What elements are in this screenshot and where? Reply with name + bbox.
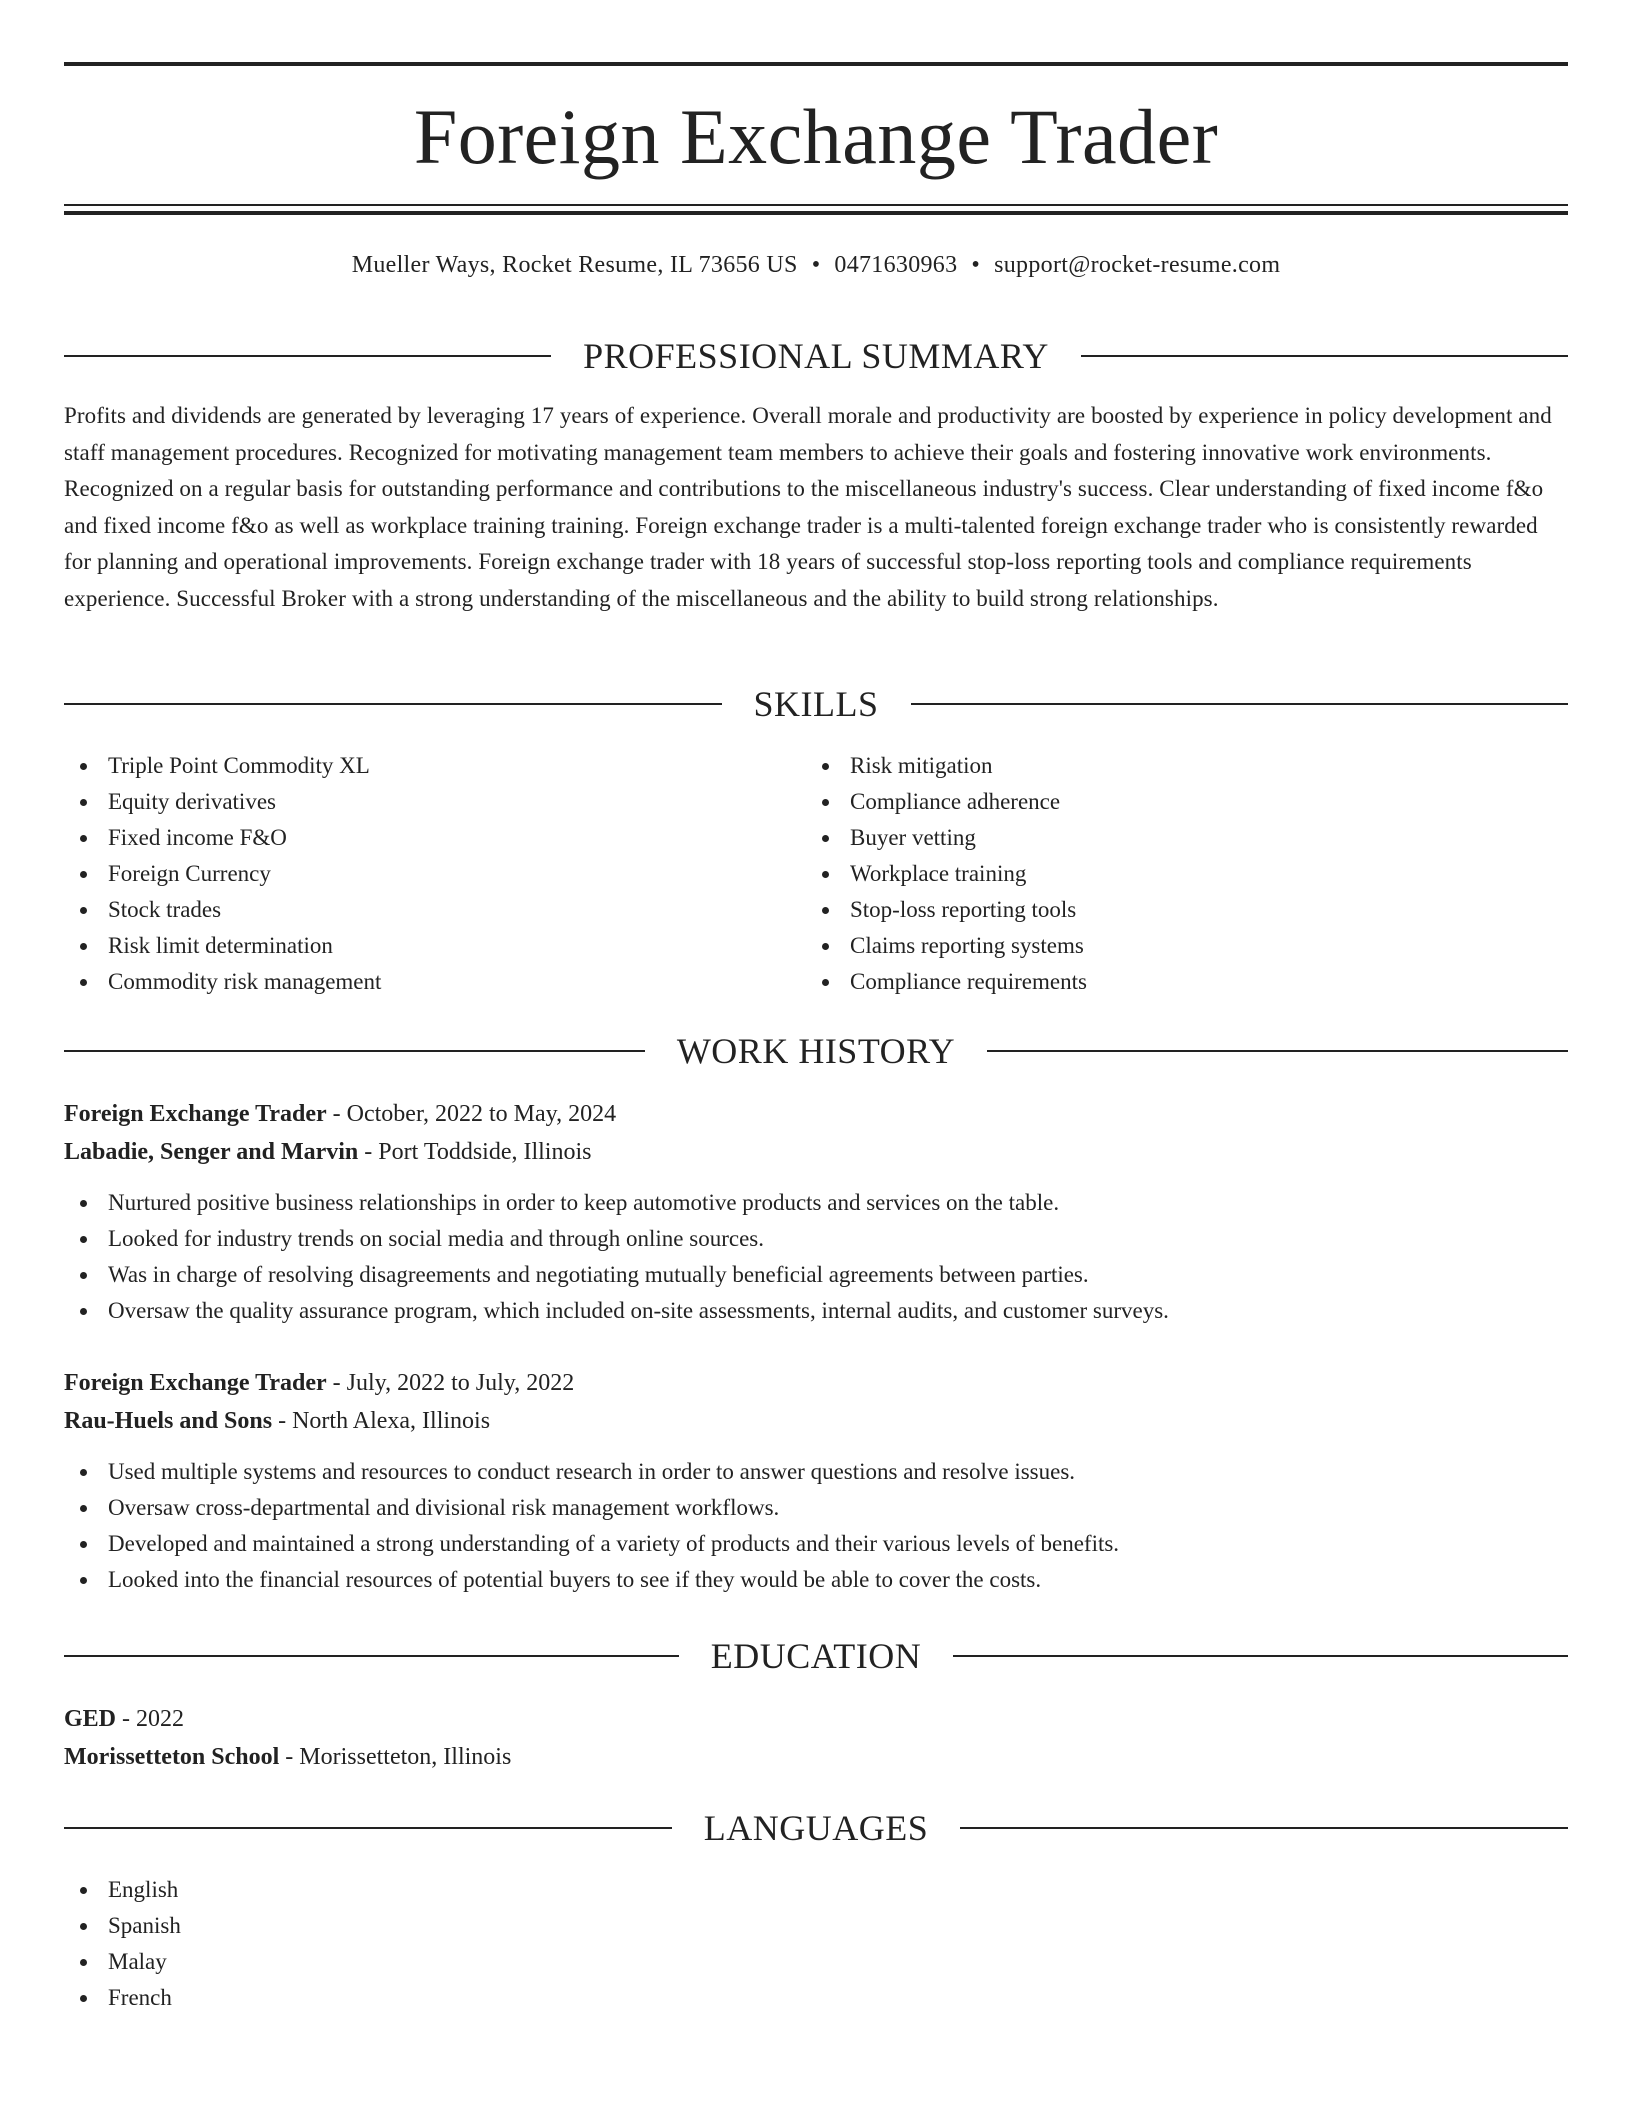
- job-location: - North Alexa, Illinois: [272, 1408, 491, 1434]
- skill-item: Fixed income F&O: [64, 820, 804, 856]
- job-title-line: [64, 1095, 1568, 1133]
- job-bullet: Oversaw cross-departmental and divisional risk management workflows.: [64, 1490, 1568, 1526]
- job-bullet: Looked into the financial resources of potential buyers to see if they would be able to cover the costs.: [64, 1562, 1568, 1598]
- job-bullets: [64, 1185, 1568, 1329]
- language-item: Spanish: [64, 1908, 804, 1944]
- job-bullet: Developed and maintained a strong understanding of a variety of products and their various levels of benefits.: [64, 1526, 1568, 1562]
- job-company-line: [64, 1133, 1568, 1171]
- job-company: Rau-Huels and Sons: [64, 1408, 273, 1434]
- skill-item: Equity derivatives: [64, 784, 804, 820]
- languages-list: [64, 1872, 804, 2016]
- header: [64, 62, 1568, 279]
- section-heading-summary: [64, 336, 1568, 376]
- job-bullets: [64, 1454, 1568, 1598]
- education-school-line: [64, 1738, 1568, 1776]
- language-item: French: [64, 1980, 804, 2016]
- skill-item: Buyer vetting: [806, 820, 1546, 856]
- job-role: Foreign Exchange Trader: [64, 1101, 327, 1127]
- skills-list-left: [64, 748, 804, 1000]
- education-year: - 2022: [116, 1706, 185, 1732]
- job-location: - Port Toddside, Illinois: [358, 1139, 592, 1165]
- language-item: Malay: [64, 1944, 804, 1980]
- job-entry: [64, 1364, 1568, 1598]
- job-entry: [64, 1095, 1568, 1329]
- job-dates: - July, 2022 to July, 2022: [326, 1370, 575, 1396]
- job-bullet: Nurtured positive business relationships in order to keep automotive products and services on the table.: [64, 1185, 1568, 1221]
- skill-item: Compliance requirements: [806, 964, 1546, 1000]
- skill-item: Claims reporting systems: [806, 928, 1546, 964]
- job-dates: - October, 2022 to May, 2024: [326, 1101, 617, 1127]
- education-degree-line: [64, 1700, 1568, 1738]
- job-bullet: Was in charge of resolving disagreements and negotiating mutually beneficial agreements between parties.: [64, 1257, 1568, 1293]
- header-rule-2: [64, 211, 1568, 215]
- contact-line: [64, 252, 1568, 279]
- section-heading-work-history: [64, 1031, 1568, 1071]
- education-entry: [64, 1700, 1568, 1776]
- job-company: Labadie, Senger and Marvin: [64, 1139, 359, 1165]
- skill-item: Compliance adherence: [806, 784, 1546, 820]
- job-title-line: [64, 1364, 1568, 1402]
- skill-item: Risk mitigation: [806, 748, 1546, 784]
- skill-item: Triple Point Commodity XL: [64, 748, 804, 784]
- education-degree: GED: [64, 1706, 117, 1732]
- contact-email: support@rocket-resume.com: [994, 252, 1281, 278]
- skill-item: Workplace training: [806, 856, 1546, 892]
- skill-item: Foreign Currency: [64, 856, 804, 892]
- candidate-name: Foreign Exchange Trader: [413, 93, 1219, 180]
- job-bullet: Oversaw the quality assurance program, which included on-site assessments, internal audits, and customer surveys.: [64, 1293, 1568, 1329]
- section-title: SKILLS: [753, 684, 879, 724]
- contact-separator: •: [971, 252, 981, 278]
- skill-item: Risk limit determination: [64, 928, 804, 964]
- contact-address: Mueller Ways, Rocket Resume, IL 73656 US: [351, 252, 798, 278]
- section-title: LANGUAGES: [703, 1808, 929, 1848]
- job-role: Foreign Exchange Trader: [64, 1370, 327, 1396]
- skill-item: Commodity risk management: [64, 964, 804, 1000]
- education-location: - Morissetteton, Illinois: [279, 1744, 512, 1770]
- contact-phone: 0471630963: [834, 252, 958, 278]
- language-item: English: [64, 1872, 804, 1908]
- skill-item: Stock trades: [64, 892, 804, 928]
- section-heading-languages: [64, 1808, 1568, 1848]
- skills-list-right: [806, 748, 1546, 1000]
- job-bullet: Looked for industry trends on social media and through online sources.: [64, 1221, 1568, 1257]
- contact-separator: •: [811, 252, 821, 278]
- education-school: Morissetteton School: [64, 1744, 280, 1770]
- job-bullet: Used multiple systems and resources to conduct research in order to answer questions and resolve issues.: [64, 1454, 1568, 1490]
- section-heading-skills: [64, 684, 1568, 724]
- section-title: WORK HISTORY: [676, 1031, 956, 1071]
- job-company-line: [64, 1402, 1568, 1440]
- section-heading-education: [64, 1636, 1568, 1676]
- summary-text: Profits and dividends are generated by leveraging 17 years of experience. Overall morale and productivity are boosted by experience in policy development and staff management procedures. Recognized for motivating management team members to achieve their goals and fostering innovative work environments. Recognized on a regular basis for outstanding performance and contributions to the miscellaneous industry's success. Clear understanding of fixed income f&o and fixed income f&o as well as workplace training training. Foreign exchange trader is a multi-talented foreign exchange trader who is consistently rewarded for planning and operational improvements. Foreign exchange trader with 18 years of successful stop-loss reporting tools and compliance requirements experience. Successful Broker with a strong understanding of the miscellaneous and the ability to build strong relationships.: [64, 403, 1552, 611]
- skill-item: Stop-loss reporting tools: [806, 892, 1546, 928]
- section-title: PROFESSIONAL SUMMARY: [583, 336, 1049, 376]
- section-title: EDUCATION: [710, 1636, 922, 1676]
